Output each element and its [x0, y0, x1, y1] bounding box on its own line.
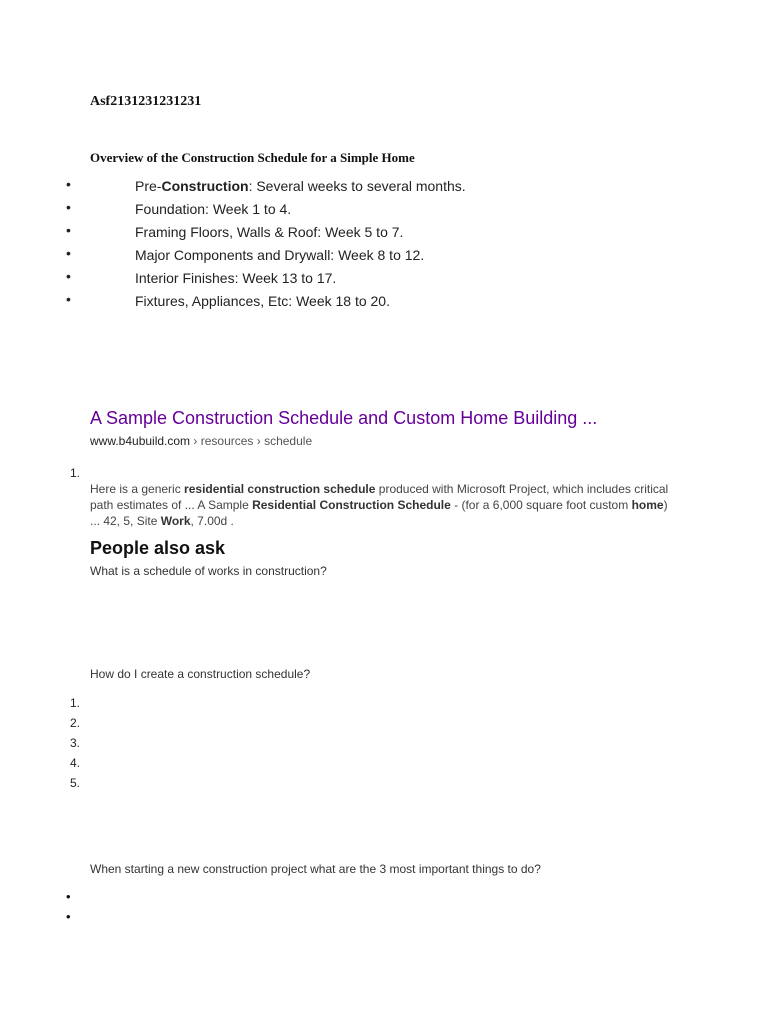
list-item [0, 199, 768, 222]
bullet-icon: • [66, 909, 71, 924]
list-item [0, 268, 768, 291]
schedule-heading: Overview of the Construction Schedule for a Simple Home [90, 150, 415, 165]
bullet-icon: • [66, 291, 71, 307]
list-item-text: Framing Floors, Walls & Roof: Week 5 to 7. [135, 224, 404, 240]
list-number: 3. [70, 736, 81, 750]
list-item-text: Major Components and Drywall: Week 8 to 12. [135, 247, 425, 263]
list-number: 1. [70, 696, 81, 710]
bullet-icon: • [66, 176, 71, 192]
bullet-icon: • [66, 889, 71, 904]
search-result-title-link[interactable]: A Sample Construction Schedule and Custom Home Building ... [90, 408, 598, 428]
list-number: 5. [70, 776, 81, 790]
list-number: 4. [70, 756, 81, 770]
list-item-text: Pre-Construction: Several weeks to several months. [135, 178, 466, 194]
list-number: 2. [70, 716, 81, 730]
bullet-icon: • [66, 245, 71, 261]
schedule-list [0, 176, 768, 314]
list-item-text: Interior Finishes: Week 13 to 17. [135, 270, 337, 286]
bullet-icon: • [66, 222, 71, 238]
list-item [0, 291, 768, 314]
list-item [0, 176, 768, 199]
list-item-text: Foundation: Week 1 to 4. [135, 201, 292, 217]
result-number: 1. [70, 466, 81, 480]
question-create-schedule[interactable]: How do I create a construction schedule? [90, 667, 311, 681]
list-item [0, 245, 768, 268]
people-also-ask-heading: People also ask [90, 538, 226, 558]
question-schedule-of-works[interactable]: What is a schedule of works in construction? [90, 564, 327, 578]
list-item-text: Fixtures, Appliances, Etc: Week 18 to 20. [135, 293, 390, 309]
bullet-icon: • [66, 268, 71, 284]
search-result-snippet: Here is a generic residential construction schedule produced with Microsoft Project, which includes critical path estimates of ... A Sample Residential Construction Schedule - (for a 6,000 square foot custom home) ... 42, 5, Site Work, 7.00d . [90, 482, 669, 528]
document-title: Asf2131231231231 [90, 94, 202, 109]
question-important-things[interactable]: When starting a new construction project what are the 3 most important things to do? [90, 862, 541, 876]
list-item [0, 222, 768, 245]
bullet-icon: • [66, 199, 71, 215]
search-result-url[interactable]: www.b4ubuild.com › resources › schedule [90, 434, 313, 448]
